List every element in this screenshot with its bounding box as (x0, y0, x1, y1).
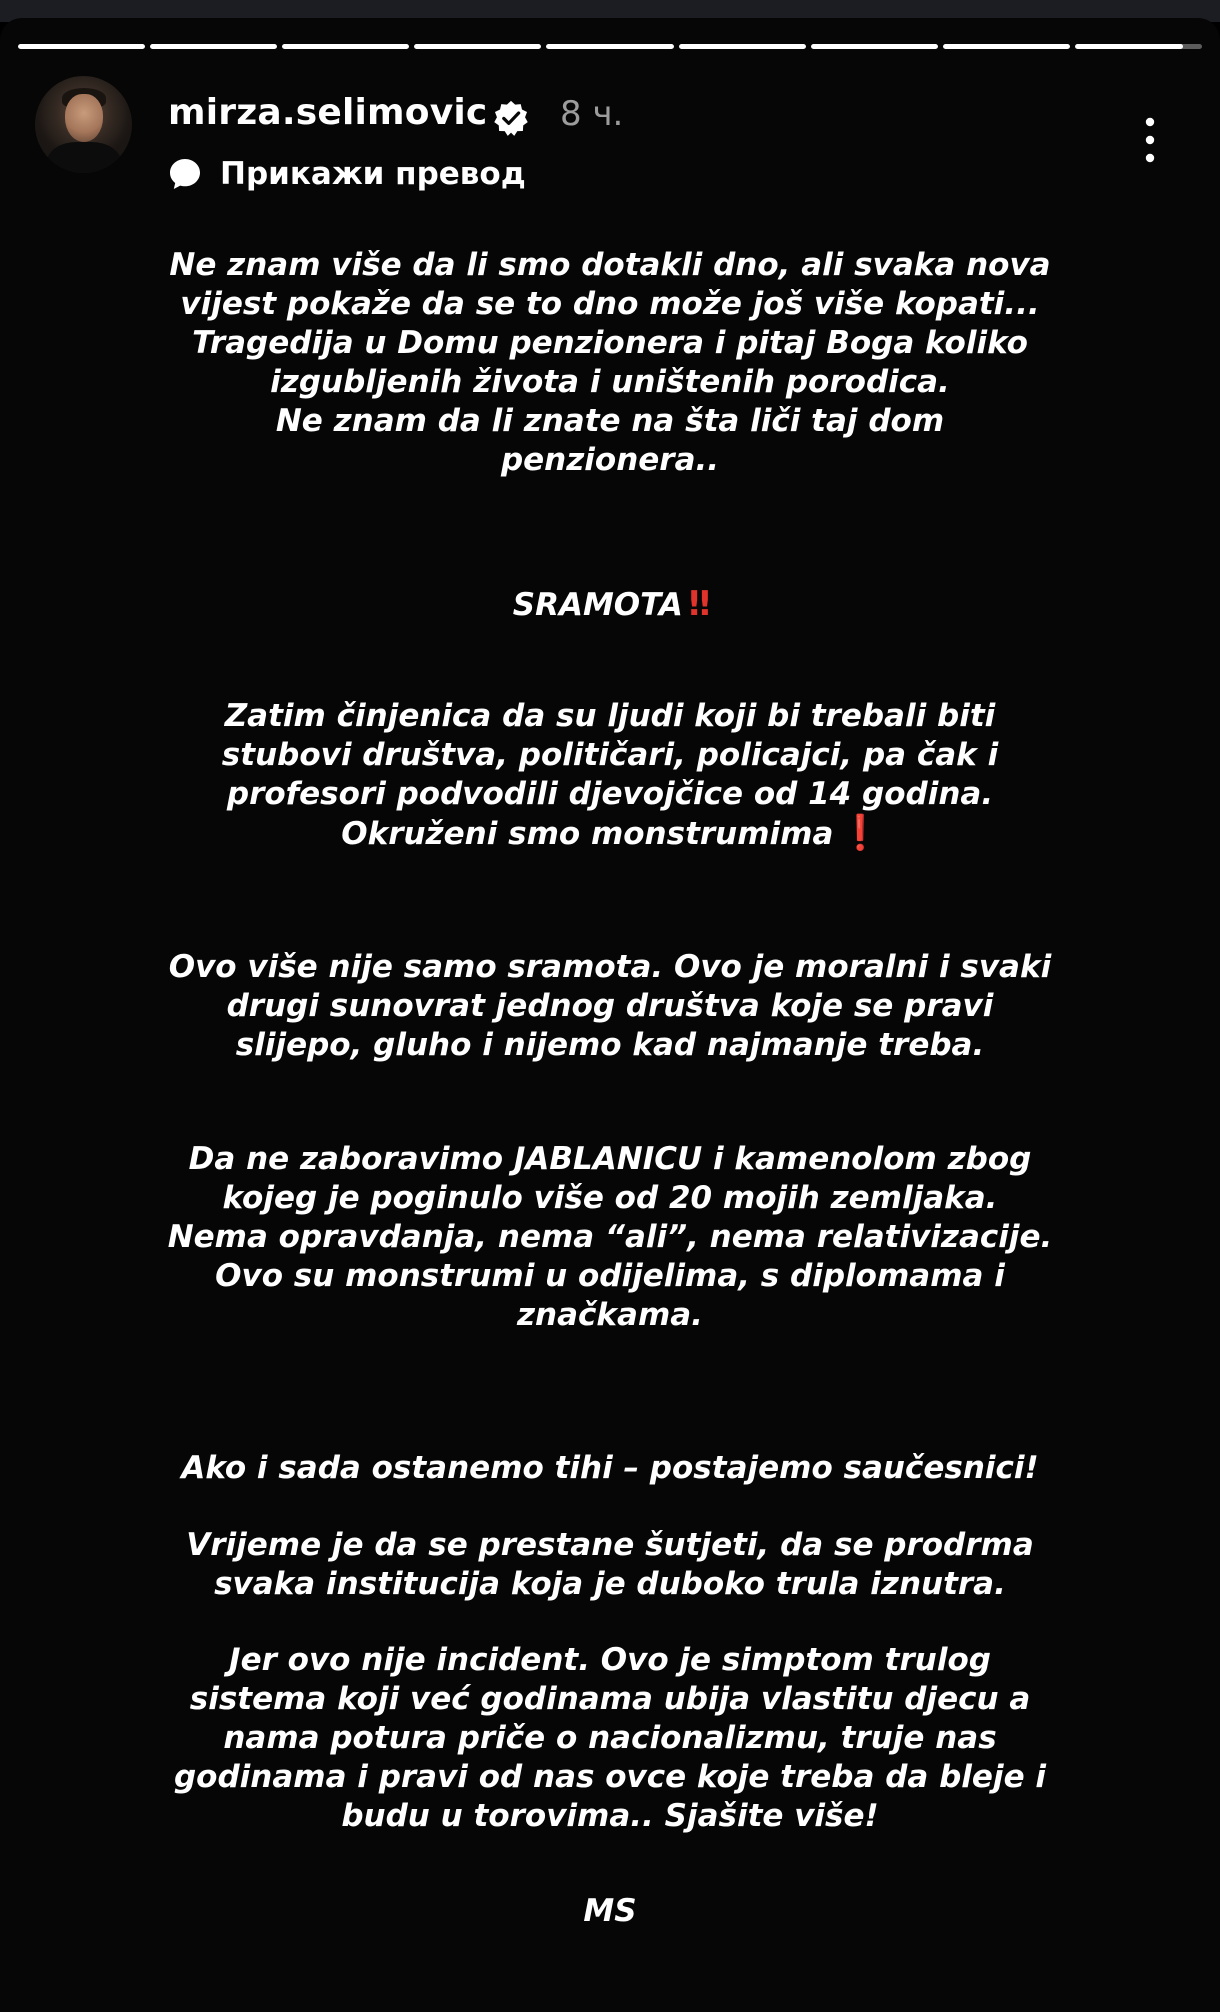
story-progress-fill (1075, 44, 1183, 49)
more-options-icon[interactable] (1135, 116, 1165, 166)
text-line: izgubljenih života i uništenih porodica. (270, 364, 950, 400)
story-progress-segment (414, 44, 541, 49)
text-line: Ne znam da li znate na šta liči taj dom (275, 403, 945, 439)
paragraph-1 (110, 246, 1110, 480)
story-progress-fill (811, 44, 938, 49)
verified-badge-icon (493, 100, 529, 136)
story-progress-segment (546, 44, 673, 49)
story-progress-fill (150, 44, 277, 49)
text-line: stubovi društva, političari, policajci, pa čak i (221, 737, 999, 773)
paragraph-2 (110, 585, 1110, 624)
translate-label: Прикажи превод (220, 156, 526, 192)
text-line: značkama. (517, 1297, 703, 1333)
paragraph-5 (110, 1140, 1110, 1335)
text-line: sistema koji već godinama ubija vlastitu djecu a (189, 1681, 1031, 1717)
text-line: Da ne zaboravimo JABLANICU i kamenolom zbog (188, 1141, 1032, 1177)
text-line: nama potura priče o nacionalizmu, truje nas (223, 1720, 997, 1756)
text-line: penzionera.. (500, 442, 720, 478)
story-progress-segment (18, 44, 145, 49)
text-line: Ako i sada ostanemo tihi – postajemo saučesnici! (181, 1450, 1039, 1486)
paragraph-7 (110, 1526, 1110, 1604)
story-progress-fill (18, 44, 145, 49)
text-line: Vrijeme je da se prestane šutjeti, da se prodrma (186, 1527, 1034, 1563)
text-line: vijest pokaže da se to dno može još više kopati... (180, 286, 1040, 322)
text-line: slijepo, gluho i nijemo kad najmanje treba. (235, 1027, 985, 1063)
signature (110, 1892, 1110, 1931)
story-progress-segment (1075, 44, 1202, 49)
text-line: SRAMOTA (512, 587, 683, 623)
text-line: godinama i pravi od nas ovce koje treba da bleje i (173, 1759, 1047, 1795)
double-exclamation-icon: ‼ (688, 584, 708, 624)
story-viewer[interactable] (0, 18, 1220, 2012)
text-line: svaka institucija koja je duboko trula iznutra. (214, 1566, 1006, 1602)
story-progress-fill (282, 44, 409, 49)
text-line: Ne znam više da li smo dotakli dno, ali svaka nova (169, 247, 1051, 283)
text-line: Nema opravdanja, nema “ali”, nema relativizacije. (167, 1219, 1053, 1255)
text-line: profesori podvodili djevojčice od 14 godina. (226, 776, 994, 812)
story-progress-segment (811, 44, 938, 49)
text-line: Okruženi smo monstrumima (341, 816, 834, 852)
text-line: kojeg je poginulo više od 20 mojih zemljaka. (222, 1180, 998, 1216)
translate-bubble-icon (168, 157, 202, 191)
text-line: Ovo više nije samo sramota. Ovo je moralni i svaki (168, 949, 1052, 985)
exclamation-icon: ❗ (839, 813, 879, 853)
story-progress-fill (679, 44, 806, 49)
text-line: Jer ovo nije incident. Ovo je simptom trulog (229, 1642, 991, 1678)
paragraph-3 (110, 697, 1110, 853)
paragraph-6 (110, 1449, 1110, 1488)
text-line: Tragedija u Domu penzionera i pitaj Boga koliko (192, 325, 1028, 361)
text-line: Zatim činjenica da su ljudi koji bi trebali biti (224, 698, 996, 734)
translate-button[interactable] (168, 154, 526, 194)
story-progress-segment (150, 44, 277, 49)
story-progress-segment (943, 44, 1070, 49)
story-progress-fill (943, 44, 1070, 49)
story-progress-fill (546, 44, 673, 49)
text-line: budu u torovima.. Sjašite više! (341, 1798, 879, 1834)
username[interactable]: mirza.selimovic (168, 92, 488, 133)
story-progress-segment (679, 44, 806, 49)
text-line: drugi sunovrat jednog društva koje se pravi (226, 988, 994, 1024)
story-progress-segment (282, 44, 409, 49)
story-progress-bar (18, 44, 1202, 49)
text-line: Ovo su monstrumi u odijelima, s diplomama i (215, 1258, 1005, 1294)
paragraph-4 (110, 948, 1110, 1065)
avatar[interactable] (35, 76, 132, 173)
paragraph-8 (110, 1641, 1110, 1836)
text-line: MS (583, 1893, 637, 1929)
story-progress-fill (414, 44, 541, 49)
post-time: 8 ч. (560, 94, 624, 134)
